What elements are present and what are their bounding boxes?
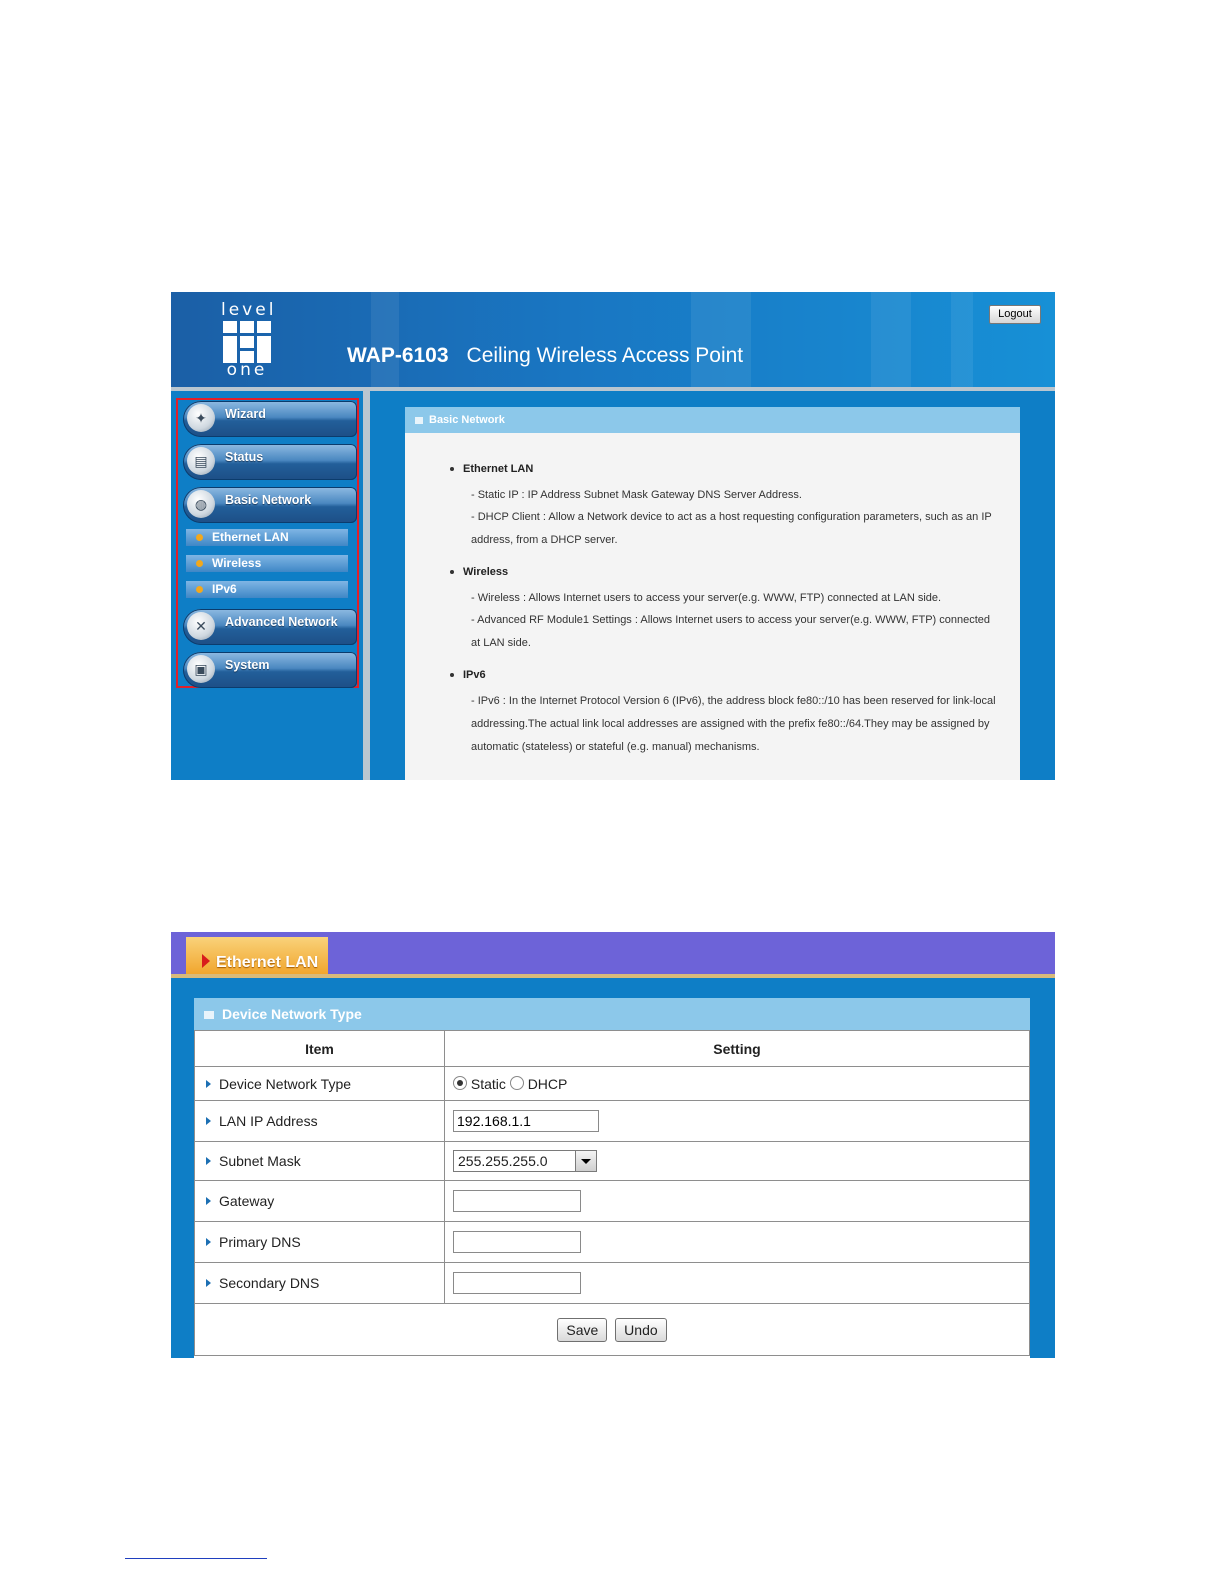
menu-item-label: Wizard: [225, 407, 266, 421]
row-label-subnet-mask: [195, 1142, 445, 1181]
table-header-row: [195, 1031, 1030, 1067]
row-label-primary-dns: [195, 1222, 445, 1263]
section-heading: IPv6: [463, 669, 486, 681]
submenu-item-label: IPv6: [212, 582, 237, 596]
column-divider: [363, 391, 370, 780]
section-text: - IPv6 : In the Internet Protocol Version 6 (IPv6), the address block fe80::/10 has been reserved for link-local addressing.The actual link local addresses are assigned with the prefix fe80::/64.They may be assigned by automatic (stateless) or stateful (e.g. manual) mechanisms.: [471, 695, 996, 753]
column-header-item: Item: [195, 1031, 445, 1067]
product-name: Ceiling Wireless Access Point: [466, 344, 744, 367]
footnote-divider: [125, 1558, 267, 1559]
section-text: - DHCP Client : Allow a Network device to act as a host requesting configuration parameters, such as an IP address, from a DHCP server.: [471, 511, 992, 546]
menu-item-label: Advanced Network: [225, 615, 338, 629]
section-heading: Ethernet LAN: [463, 463, 534, 475]
section-ethernet-lan: [463, 463, 1000, 552]
section-wireless: [463, 566, 1000, 655]
menu-item-status[interactable]: [183, 444, 357, 480]
secondary-dns-input[interactable]: [453, 1272, 581, 1294]
model-name: WAP-6103: [347, 344, 449, 367]
tab-label: Ethernet LAN: [216, 954, 319, 971]
bullet-icon: [196, 560, 203, 567]
menu-item-label: Status: [225, 450, 264, 464]
content-title-bar: [405, 407, 1020, 433]
tools-icon: ✕: [187, 612, 215, 640]
triangle-right-icon: [206, 1080, 211, 1088]
gateway-setting: [445, 1181, 1030, 1222]
content-panel: [405, 407, 1020, 780]
menu-item-advanced-network[interactable]: [183, 609, 357, 645]
triangle-right-icon: [206, 1238, 211, 1246]
row-label-text: Subnet Mask: [219, 1153, 301, 1169]
gateway-input[interactable]: [453, 1190, 581, 1212]
basic-network-screenshot: [171, 292, 1055, 780]
subnet-mask-value: 255.255.255.0: [458, 1153, 548, 1169]
menu-item-label: System: [225, 658, 270, 672]
logo-mark: [223, 321, 271, 363]
submenu-item-label: Wireless: [212, 556, 262, 570]
section-text: - Static IP : IP Address Subnet Mask Gateway DNS Server Address.: [471, 489, 802, 501]
section-heading: Wireless: [463, 566, 509, 578]
row-label-text: LAN IP Address: [219, 1113, 318, 1129]
subnet-mask-setting: [445, 1142, 1030, 1181]
dhcp-radio-label: DHCP: [527, 1075, 568, 1092]
bullet-icon: [196, 586, 203, 593]
undo-button[interactable]: Undo: [615, 1318, 666, 1342]
dhcp-radio[interactable]: [510, 1076, 524, 1090]
row-label-text: Device Network Type: [219, 1075, 352, 1092]
static-radio[interactable]: [453, 1076, 467, 1090]
triangle-right-icon: [206, 1279, 211, 1287]
settings-table: [194, 1030, 1030, 1356]
product-title: [347, 344, 743, 368]
save-button[interactable]: Save: [557, 1318, 607, 1342]
subnet-mask-select[interactable]: [453, 1150, 597, 1172]
primary-dns-setting: [445, 1222, 1030, 1263]
primary-dns-input[interactable]: [453, 1231, 581, 1253]
row-label-lan-ip: [195, 1101, 445, 1142]
table-row: [195, 1142, 1030, 1181]
table-row: [195, 1263, 1030, 1304]
logout-button[interactable]: Logout: [989, 305, 1041, 324]
table-row: [195, 1222, 1030, 1263]
lan-ip-setting: [445, 1101, 1030, 1142]
computer-icon: ▣: [187, 655, 215, 683]
table-action-row: [195, 1304, 1030, 1356]
table-row: [195, 1101, 1030, 1142]
section-text: - Advanced RF Module1 Settings : Allows Internet users to access your server(e.g. WWW, FTP) connected at LAN side.: [471, 614, 991, 649]
bullet-icon: [450, 570, 454, 574]
triangle-right-icon: [206, 1157, 211, 1165]
row-label-text: Secondary DNS: [219, 1275, 320, 1291]
panel-icon: [204, 1011, 214, 1019]
content-title: Basic Network: [429, 414, 505, 426]
logo-top-text: level: [221, 300, 277, 320]
tab-ethernet-lan[interactable]: [186, 937, 328, 974]
sidebar: [171, 391, 363, 780]
submenu-item-ipv6[interactable]: [186, 581, 348, 598]
bullet-icon: [450, 673, 454, 677]
table-row: [195, 1181, 1030, 1222]
page-tab-bar: [171, 932, 1055, 974]
bullet-icon: [450, 467, 454, 471]
row-label-secondary-dns: [195, 1263, 445, 1304]
logo-bottom-text: one: [226, 360, 268, 380]
submenu-item-wireless[interactable]: [186, 555, 348, 572]
row-label-text: Primary DNS: [219, 1234, 301, 1250]
network-type-setting: [445, 1067, 1030, 1101]
action-cell: [195, 1304, 1030, 1356]
content-body: [405, 433, 1020, 759]
section-text: - Wireless : Allows Internet users to access your server(e.g. WWW, FTP) connected at LAN side.: [471, 592, 942, 604]
section-ipv6: [463, 669, 1000, 759]
panel-title-bar: [194, 998, 1030, 1030]
globe-icon: ◍: [187, 490, 215, 518]
chevron-down-icon: [575, 1151, 596, 1171]
triangle-right-icon: [206, 1117, 211, 1125]
app-header: [171, 292, 1055, 387]
secondary-dns-setting: [445, 1263, 1030, 1304]
static-radio-label: Static: [470, 1075, 506, 1092]
wand-icon: ✦: [187, 404, 215, 432]
arrow-right-icon: [202, 954, 210, 968]
menu-item-wizard[interactable]: [183, 401, 357, 437]
row-label-text: Gateway: [219, 1193, 275, 1209]
lan-ip-input[interactable]: [453, 1110, 599, 1132]
levelone-logo: [221, 300, 277, 380]
tab-bar-divider: [171, 974, 1055, 978]
ethernet-lan-screenshot: [171, 932, 1055, 1358]
column-header-setting: Setting: [445, 1031, 1030, 1067]
menu-item-system[interactable]: [183, 652, 357, 688]
menu-item-basic-network[interactable]: [183, 487, 357, 523]
menu-item-label: Basic Network: [225, 493, 312, 507]
panel-icon: [415, 417, 423, 424]
submenu-item-ethernet-lan[interactable]: [186, 529, 348, 546]
device-network-panel: [194, 998, 1030, 1358]
bullet-icon: [196, 534, 203, 541]
row-label-gateway: [195, 1181, 445, 1222]
submenu-item-label: Ethernet LAN: [212, 530, 289, 544]
chart-icon: ▤: [187, 447, 215, 475]
triangle-right-icon: [206, 1197, 211, 1205]
panel-title: Device Network Type: [222, 1006, 362, 1022]
table-row: [195, 1067, 1030, 1101]
row-label-network-type: [195, 1067, 445, 1101]
